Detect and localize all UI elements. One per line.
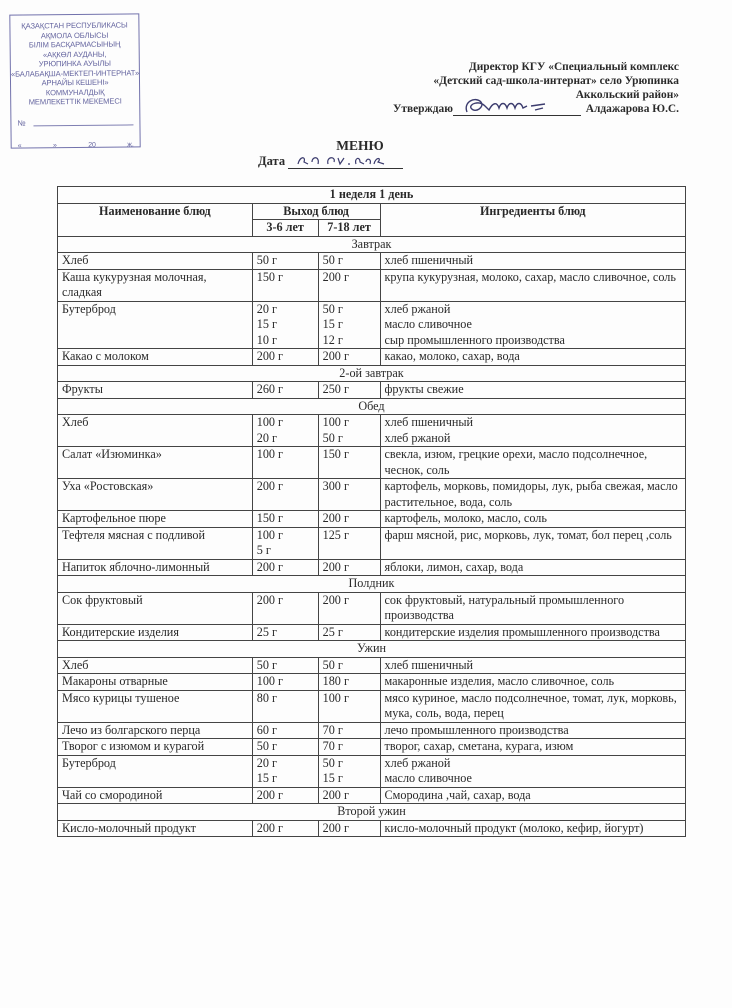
approve-label: Утверждаю (393, 103, 453, 115)
table-row (58, 527, 686, 559)
date-label: Дата (258, 154, 286, 168)
yield-3-6 (252, 447, 318, 479)
stamp-date-close: » (52, 142, 57, 150)
dish-name: Творог с изюмом и курагой (58, 739, 253, 756)
yield-3-6 (252, 301, 318, 349)
ingredients-line: хлеб пшеничный (384, 657, 474, 672)
yield-7-18-line: 15 г (322, 317, 343, 331)
table-row (58, 511, 686, 528)
dish-name: Тефтеля мясная с подливой (58, 527, 253, 559)
ingredients (380, 253, 685, 270)
ingredients-line: фарш мясной, рис, морковь, лук, томат, бол перец ,соль (384, 527, 672, 542)
dish-name: Хлеб (58, 657, 253, 674)
yield-3-6 (252, 527, 318, 559)
stamp-line: МЕМЛЕКЕТТІК МЕКЕМЕСІ (28, 96, 122, 107)
ingredients (380, 447, 685, 479)
stamp-line: УРЮПИНКА АУЫЛЫ (38, 58, 111, 69)
ingredients-line: хлеб пшеничный (384, 415, 474, 429)
yield-7-18-line: 100 г (322, 415, 349, 429)
ingredients (380, 592, 685, 624)
yield-3-6-line: 15 г (256, 317, 277, 331)
yield-7-18-line: 200 г (322, 787, 349, 802)
yield-3-6 (252, 269, 318, 301)
yield-3-6 (252, 722, 318, 739)
ingredients (380, 559, 685, 576)
ingredients (380, 674, 685, 691)
table-row (58, 657, 686, 674)
page-title: МЕНЮ (336, 138, 384, 153)
yield-3-6-line: 200 г (256, 479, 284, 493)
signature-line (453, 102, 581, 116)
meal-section-title: Обед (58, 398, 686, 415)
meal-section-title: Завтрак (58, 236, 686, 253)
yield-3-6 (252, 624, 318, 641)
dish-name: Лечо из болгарского перца (58, 722, 253, 739)
yield-3-6-line: 200 г (256, 787, 284, 802)
ingredients (380, 739, 685, 756)
yield-7-18-line: 50 г (322, 430, 343, 445)
stamp-line: АРНАЙЫ КЕШЕНІ» (41, 77, 109, 88)
meal-section-row (58, 398, 686, 415)
yield-3-6 (252, 349, 318, 366)
yield-3-6-line: 100 г (256, 527, 284, 542)
table-row (58, 722, 686, 739)
col-age-3-6: 3-6 лет (252, 220, 318, 237)
yield-7-18 (318, 415, 380, 447)
approval-signature-row (349, 102, 679, 116)
yield-3-6-line: 50 г (256, 739, 277, 753)
ingredients-line: свекла, изюм, грецкие орехи, масло подсолнечное, чеснок, соль (384, 447, 648, 477)
yield-3-6 (252, 674, 318, 691)
table-row (58, 349, 686, 366)
stamp-year-prefix: 20 (88, 141, 96, 149)
yield-7-18-line: 200 г (322, 349, 349, 363)
table-row (58, 415, 686, 447)
ingredients-line: яблоки, лимон, сахар, вода (384, 559, 524, 574)
yield-7-18-line: 70 г (322, 739, 343, 753)
week-day-header: 1 неделя 1 день (58, 187, 686, 204)
ingredients (380, 820, 685, 837)
yield-7-18 (318, 253, 380, 270)
yield-3-6-line: 150 г (256, 511, 284, 525)
table-row (58, 382, 686, 399)
yield-7-18-line: 50 г (322, 253, 343, 267)
yield-3-6 (252, 739, 318, 756)
yield-7-18 (318, 722, 380, 739)
yield-7-18-line: 200 г (322, 559, 349, 574)
meal-section-title: 2-ой завтрак (58, 365, 686, 382)
ingredients (380, 301, 685, 349)
yield-7-18-line: 300 г (322, 479, 349, 493)
yield-3-6 (252, 787, 318, 804)
yield-7-18-line: 200 г (322, 511, 349, 525)
yield-3-6 (252, 820, 318, 837)
yield-3-6-line: 100 г (256, 447, 284, 461)
ingredients-line: масло сливочное (384, 771, 472, 785)
yield-3-6-line: 10 г (256, 332, 277, 347)
table-row (58, 253, 686, 270)
yield-7-18 (318, 739, 380, 756)
yield-3-6 (252, 657, 318, 674)
dish-name: Напиток яблочно-лимонный (58, 559, 253, 576)
yield-3-6-line: 80 г (256, 690, 277, 705)
dish-name: Какао с молоком (58, 349, 253, 366)
yield-7-18-line: 125 г (322, 527, 349, 542)
table-row (58, 690, 686, 722)
dish-name: Мясо курицы тушеное (58, 690, 253, 722)
ingredients (380, 755, 685, 787)
ingredients (380, 479, 685, 511)
yield-3-6 (252, 690, 318, 722)
yield-3-6-line: 20 г (256, 430, 277, 445)
stamp-line: АҚМОЛА ОБЛЫСЫ (40, 30, 109, 40)
ingredients (380, 657, 685, 674)
meal-section-title: Ужин (58, 641, 686, 658)
table-row (58, 820, 686, 837)
ingredients-line: лечо промышленного производства (384, 722, 569, 737)
ingredients (380, 415, 685, 447)
meal-section-title: Второй ужин (58, 804, 686, 821)
stamp-line: «БАЛАБАҚША-МЕКТЕП-ИНТЕРНАТ» (10, 67, 140, 79)
yield-7-18 (318, 820, 380, 837)
col-ingredients: Ингредиенты блюд (380, 203, 685, 236)
ingredients-line: хлеб ржаной (384, 430, 451, 445)
director-name: Алдажарова Ю.С. (585, 103, 679, 115)
yield-3-6-line: 60 г (256, 722, 277, 737)
ingredients (380, 269, 685, 301)
yield-7-18 (318, 527, 380, 559)
yield-7-18 (318, 674, 380, 691)
yield-7-18-line: 50 г (322, 657, 343, 672)
yield-7-18-line: 250 г (322, 382, 349, 396)
table-row (58, 479, 686, 511)
yield-3-6 (252, 511, 318, 528)
yield-7-18-line: 200 г (322, 592, 349, 607)
yield-3-6-line: 200 г (256, 592, 284, 607)
yield-3-6-line: 20 г (256, 755, 277, 770)
dish-name: Сок фруктовый (58, 592, 253, 624)
table-row (58, 624, 686, 641)
yield-3-6 (252, 592, 318, 624)
yield-3-6-line: 15 г (256, 771, 277, 785)
yield-3-6-line: 5 г (256, 543, 271, 557)
ingredients-line: картофель, молоко, масло, соль (384, 511, 547, 525)
col-age-7-18: 7-18 лет (318, 220, 380, 237)
menu-table (57, 186, 686, 837)
dish-name: Чай со смородиной (58, 787, 253, 804)
ingredients-line: макаронные изделия, масло сливочное, соль (384, 674, 615, 688)
table-row (58, 787, 686, 804)
dish-name: Фрукты (58, 382, 253, 399)
ingredients (380, 527, 685, 559)
yield-7-18-line: 50 г (322, 755, 343, 770)
ingredients (380, 787, 685, 804)
yield-7-18-line: 15 г (322, 771, 343, 785)
ingredients (380, 382, 685, 399)
stamp-line: КОММУНАЛДЫҚ (45, 87, 105, 97)
ingredients-line: хлеб ржаной (384, 301, 451, 316)
dish-name: Хлеб (58, 415, 253, 447)
yield-7-18-line: 180 г (322, 674, 349, 688)
col-dish-name: Наименование блюд (58, 203, 253, 236)
yield-3-6 (252, 755, 318, 787)
dish-name: Салат «Изюминка» (58, 447, 253, 479)
yield-3-6 (252, 382, 318, 399)
table-row (58, 755, 686, 787)
yield-7-18-line: 200 г (322, 269, 349, 284)
handwritten-date-icon (294, 150, 394, 168)
dish-name: Каша кукурузная молочная, сладкая (58, 269, 253, 301)
stamp-line: БІЛІМ БАСҚАРМАСЫНЫҢ (28, 39, 121, 50)
meal-section-row (58, 365, 686, 382)
yield-3-6-line: 25 г (256, 624, 277, 639)
ingredients (380, 690, 685, 722)
ingredients-line: мясо куриное, масло подсолнечное, томат, лук, морковь, мука, соль, вода, перец (384, 690, 677, 720)
ingredients (380, 511, 685, 528)
yield-3-6-line: 100 г (256, 415, 284, 429)
yield-7-18 (318, 787, 380, 804)
yield-7-18-line: 25 г (322, 624, 343, 639)
ingredients-line: масло сливочное (384, 317, 472, 331)
col-yield: Выход блюд (252, 203, 380, 220)
ingredients-line: картофель, морковь, помидоры, лук, рыба свежая, масло растительное, вода, соль (384, 479, 678, 509)
yield-3-6-line: 200 г (256, 349, 284, 363)
yield-3-6-line: 200 г (256, 559, 284, 574)
table-row (58, 269, 686, 301)
yield-7-18-line: 150 г (322, 447, 349, 461)
yield-3-6-line: 50 г (256, 253, 277, 267)
ingredients-line: сыр промышленного производства (384, 332, 565, 347)
yield-7-18 (318, 657, 380, 674)
yield-3-6-line: 50 г (256, 657, 277, 672)
yield-7-18 (318, 624, 380, 641)
stamp-number-field: № (17, 117, 133, 128)
official-stamp (9, 13, 140, 148)
yield-7-18 (318, 301, 380, 349)
date-row (258, 153, 438, 169)
dish-name: Бутерброд (58, 755, 253, 787)
ingredients-line: творог, сахар, сметана, курага, изюм (384, 739, 574, 753)
meal-section-row (58, 641, 686, 658)
table-row (58, 674, 686, 691)
stamp-line: ҚАЗАҚСТАН РЕСПУБЛИКАСЫ (21, 20, 128, 31)
yield-7-18 (318, 349, 380, 366)
dish-name: Макароны отварные (58, 674, 253, 691)
dish-name: Бутерброд (58, 301, 253, 349)
stamp-date-field (18, 140, 134, 151)
meal-section-row (58, 236, 686, 253)
yield-7-18-line: 200 г (322, 820, 349, 835)
ingredients-line: Смородина ,чай, сахар, вода (384, 787, 531, 802)
ingredients-line: сок фруктовый, натуральный промышленного производства (384, 592, 625, 622)
signature-icon (461, 94, 571, 120)
menu-body (58, 236, 686, 837)
stamp-date-open: « (17, 142, 22, 150)
dish-name: Хлеб (58, 253, 253, 270)
ingredients-line: кондитерские изделия промышленного производства (384, 624, 660, 639)
dish-name: Уха «Ростовская» (58, 479, 253, 511)
ingredients-line: фрукты свежие (384, 382, 464, 396)
yield-7-18 (318, 269, 380, 301)
ingredients (380, 722, 685, 739)
yield-7-18 (318, 382, 380, 399)
yield-7-18-line: 12 г (322, 332, 343, 347)
dish-name: Кисло-молочный продукт (58, 820, 253, 837)
table-row (58, 447, 686, 479)
table-row (58, 301, 686, 349)
yield-7-18 (318, 511, 380, 528)
meal-section-row (58, 576, 686, 593)
table-row (58, 739, 686, 756)
dish-name: Картофельное пюре (58, 511, 253, 528)
stamp-line: «АҚКӨЛ АУДАНЫ, (42, 49, 107, 59)
yield-7-18-line: 100 г (322, 690, 349, 705)
ingredients-line: крупа кукурузная, молоко, сахар, масло сливочное, соль (384, 269, 676, 284)
yield-3-6-line: 200 г (256, 820, 284, 835)
yield-3-6-line: 260 г (256, 382, 284, 396)
meal-section-row (58, 804, 686, 821)
dish-name: Кондитерские изделия (58, 624, 253, 641)
yield-7-18 (318, 755, 380, 787)
ingredients-line: какао, молоко, сахар, вода (384, 349, 520, 363)
yield-7-18 (318, 479, 380, 511)
meal-section-title: Полдник (58, 576, 686, 593)
ingredients-line: хлеб пшеничный (384, 253, 474, 267)
table-row (58, 592, 686, 624)
yield-3-6 (252, 415, 318, 447)
stamp-year-suffix: ж. (127, 141, 134, 149)
yield-3-6 (252, 253, 318, 270)
ingredients-line: хлеб ржаной (384, 755, 451, 770)
yield-7-18 (318, 592, 380, 624)
approval-line-1: Директор КГУ «Специальный комплекс (468, 61, 679, 73)
yield-7-18-line: 70 г (322, 722, 343, 737)
ingredients-line: кисло-молочный продукт (молоко, кефир, йогурт) (384, 820, 644, 835)
yield-3-6 (252, 559, 318, 576)
yield-7-18-line: 50 г (322, 301, 343, 316)
yield-3-6-line: 20 г (256, 301, 277, 316)
ingredients (380, 624, 685, 641)
yield-3-6-line: 100 г (256, 674, 284, 688)
yield-3-6-line: 150 г (256, 269, 284, 284)
approval-line-2: «Детский сад-школа-интернат» село Урюпинка (433, 75, 679, 87)
approval-line-3: Аккольский район» (575, 89, 679, 101)
menu-title-block (258, 138, 438, 169)
yield-3-6 (252, 479, 318, 511)
yield-7-18 (318, 447, 380, 479)
ingredients (380, 349, 685, 366)
yield-7-18 (318, 690, 380, 722)
yield-7-18 (318, 559, 380, 576)
date-line (288, 153, 403, 169)
table-row (58, 559, 686, 576)
approval-block (349, 60, 679, 116)
